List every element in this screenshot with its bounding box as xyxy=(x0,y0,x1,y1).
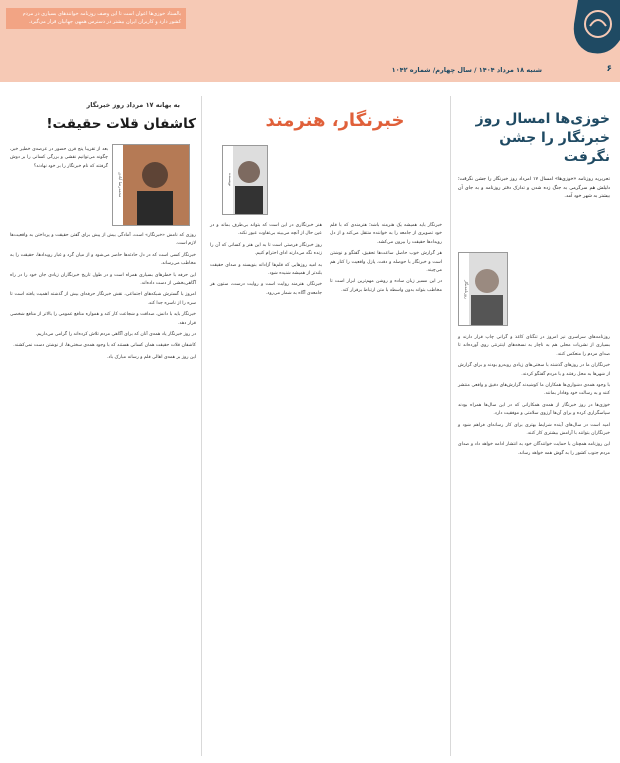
intro-left xyxy=(10,146,108,174)
column-right xyxy=(458,334,610,461)
photo-caption-left: محمدرضا آبادی xyxy=(113,145,123,225)
photo-left xyxy=(112,144,190,226)
photo-caption-right: روزنامه‌نگار xyxy=(459,253,469,325)
headline-right: خوزی‌ها امسال روز خبرنگار را جشن نگرفت xyxy=(475,111,610,165)
headline-left: کاشفان قلات حقیقت! xyxy=(46,116,196,132)
paragraph: این حرفه با خطرهای بسیاری همراه است و در طول تاریخ خبرنگاران زیادی جان خود را در راه آگاهی‌بخشی از دست داده‌اند. xyxy=(10,272,196,287)
journalist-photo-icon xyxy=(112,145,189,226)
paragraph: هنر خبرنگاری در این است که بتواند بی‌طرف بماند و در عین حال از آنچه می‌بیند بی‌تفاوت عبور نکند. xyxy=(210,223,322,237)
paragraph: در روز خبرنگار یاد همه‌ی آنان که برای آگاهی مردم تلاش کرده‌اند را گرامی می‌داریم. xyxy=(35,332,196,338)
column-left xyxy=(10,232,196,365)
paragraph: روز خبرنگار فرصتی است تا به این هنر و کسانی که آن را زنده نگه می‌دارند ادای احترام کنیم. xyxy=(210,242,322,257)
column-divider xyxy=(450,96,451,756)
photo-caption-middle: نویسنده xyxy=(223,146,233,214)
page-header xyxy=(0,0,620,82)
paragraph: در این مسیر زبان ساده و روشن مهم‌ترین ابزار است تا مخاطب بتواند بدون واسطه با متن ارتباط برقرار کند. xyxy=(330,279,442,293)
paragraph: خبرنگار، هنرمند روایت است و روایت درست، ستون هر جامعه‌ی آگاه به شمار می‌رود. xyxy=(210,282,322,296)
paragraph: کاشفان قلات حقیقت همان کسانی هستند که با وجود همه‌ی سختی‌ها، از نوشتن دست نمی‌کشند. xyxy=(13,343,196,349)
header-note: بالستاد خوزی‌ها اعوان است تا این وصف روزنامه خوانندهای بسیاری در مردم کشور دارد و کاربران ایران بیشتر در دسترس همهی جهانیان قرار می‌گیرد. xyxy=(6,8,186,29)
paragraph: روزنامه‌های سراسری نیز امروز در تنگنای کاغذ و گرانی چاپ قرار دارند و بسیاری از نشریات محلی هم به ناچار به نسخه‌های اینترنتی روی آورده‌اند تا صدای مردم را منعکس کنند. xyxy=(458,335,610,357)
newspaper-logo-icon xyxy=(568,0,620,58)
paragraph: با وجود همه‌ی دشواری‌ها همکاران ما کوشیدند گزارش‌های دقیق و واقعی منتشر کنند و به رسالت خود وفادار بمانند. xyxy=(458,383,610,397)
photo-right xyxy=(458,252,508,326)
paragraph: روزی که نامش «خبرنگار» است، آمادگی بیش از پیش برای گفتن حقیقت و پرداختن به واقعیت‌ها لازم است. xyxy=(10,233,196,247)
page-number: ۶ xyxy=(606,64,612,74)
paragraph: هر گزارش خوب حاصل ساعت‌ها تحقیق، گفتگو و نوشتن است و خبرنگار با حوصله و دقت، پازل واقعیت را کنار هم می‌چیند. xyxy=(330,251,442,274)
paragraph: خبرنگار باید همیشه یک هنرمند باشد؛ هنرمندی که با قلم خود تصویری از جامعه را به خواننده منتقل می‌کند و از دل رویدادها حقیقت را بیرون می‌کشد. xyxy=(330,223,442,245)
photo-middle xyxy=(222,145,268,215)
kicker-left: به بهانه ۱۷ مرداد روز خبرنگار xyxy=(86,101,180,109)
headline-middle: خبرنگار، هنرمند xyxy=(265,110,405,131)
paragraph: به امید روزهایی که قلم‌ها آزادانه بنویسند و صدای حقیقت بلندتر از همیشه شنیده شود. xyxy=(210,262,322,277)
column-divider xyxy=(201,96,202,756)
paragraph: این روز بر همه‌ی اهالی قلم و رسانه مبارک باد. xyxy=(106,354,196,360)
paragraph: امروز با گسترش شبکه‌های اجتماعی، نقش خبرنگار حرفه‌ای بیش از گذشته اهمیت یافته است تا سره را از ناسره جدا کند. xyxy=(10,292,196,306)
paragraph: این روزنامه همچنان با حمایت خوانندگان خود به انتشار ادامه خواهد داد و صدای مردم جنوب کشور را به گوش همه خواهد رساند. xyxy=(458,442,610,456)
paragraph: امید است در سال‌های آینده شرایط بهتری برای کار رسانه‌ای فراهم شود و خبرنگاران بتوانند با آرامش بیشتری کار کنند. xyxy=(458,422,610,437)
issue-info: شنبه ۱۸ مرداد ۱۴۰۴ / سال چهارم/ شماره ۱۰۴۲ xyxy=(391,66,542,74)
paragraph: خبرنگار کسی است که در دل حادثه‌ها حاضر می‌شود و از میان گرد و غبار رویدادها، حقیقت را به مخاطب می‌رساند. xyxy=(10,252,196,267)
paragraph: خبرنگار باید با دانش، صداقت و شجاعت کار کند و همواره منافع عمومی را بالاتر از منافع شخصی قرار دهد. xyxy=(10,312,196,326)
paragraph: خبرنگاران ما در روزهای گذشته با سختی‌های زیادی روبه‌رو بودند و برای گزارش از شهرها به محل رفتند و با مردم گفتگو کردند. xyxy=(458,363,610,377)
paragraph: بعد از تقریبا پنج قرن حضور در عرصه‌ی خطیر خبر، چگونه می‌توانیم نقشی و بزرگی کسانی را بر دوش گرفتند که نام خبرنگار را بر خود نهادند؟ xyxy=(10,147,108,169)
paragraph: خوزی‌ها در روز خبرنگار از همه‌ی همکارانی که در این سال‌ها همراه بودند سپاسگزاری کرده و برای آن‌ها آرزوی سلامتی و موفقیت دارد. xyxy=(458,402,610,417)
lead-right: تحریریه روزنامه «خوزی‌ها» امسال ۱۷ امرداد روز خبرنگار را جشن نگرفت؛ دلیلش هم سرگرمی به جنگ زده شدن و تدارک دفتر روزنامه و به جای آن بیشتر به شهر خود آمد. xyxy=(458,177,610,199)
column-middle xyxy=(210,222,442,300)
